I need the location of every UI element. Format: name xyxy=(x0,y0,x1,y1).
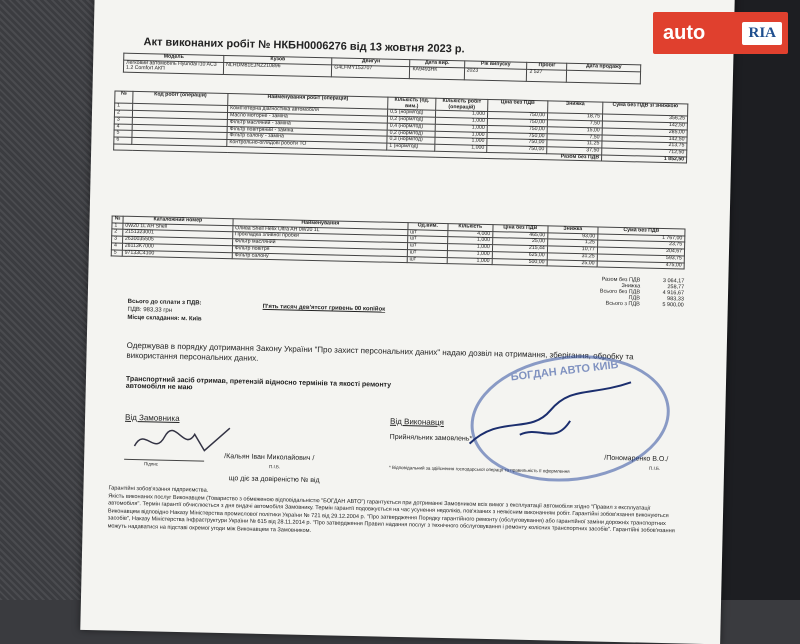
parts-cell: 1 767,00 xyxy=(598,234,685,243)
works-cell: 11,25 xyxy=(547,140,602,148)
works-header: Кількість (од. вим.) xyxy=(388,97,436,111)
works-cell: 0,2 (норм/год) xyxy=(387,130,435,138)
parts-cell: 23,75 xyxy=(597,240,684,249)
vehicle-table xyxy=(123,53,641,85)
document-title: Акт виконаних робіт № НКБН0006276 від 13 жовтня 2023 р. xyxy=(143,36,465,56)
works-cell: 142,50 xyxy=(602,121,687,130)
vehicle-header: Пробіг xyxy=(527,62,567,70)
vehicle-model: Легковий автомобіль Hyundai i10 AC3 1.2 Comfort АКП xyxy=(123,60,223,75)
parts-cell: Прокладка зливної пробки xyxy=(232,232,407,243)
parts-cell: 5 xyxy=(111,250,122,257)
works-total-label: Разом без ПДВ xyxy=(114,144,602,162)
works-cell: 7,50 xyxy=(547,120,602,128)
customer-name-caption: П.І.Б. xyxy=(268,464,281,470)
executor-name: /Пономаренко В.О./ xyxy=(604,454,669,464)
works-cell: 750,00 xyxy=(487,132,547,140)
payment-place: Місце складання: м. Київ xyxy=(127,314,202,323)
works-cell: 6 xyxy=(114,137,132,144)
works-cell: 1 (норм/год) xyxy=(387,143,435,151)
parts-total-value: 3 064,17 xyxy=(662,277,685,285)
parts-cell: 475,00 xyxy=(597,261,684,270)
parts-cell: 1,25 xyxy=(547,239,597,247)
parts-cell: шт xyxy=(407,236,447,244)
works-cell: 1,000 xyxy=(435,124,487,132)
parts-cell: Фільтр масляний xyxy=(232,239,407,250)
parts-header: Од.вим. xyxy=(408,223,448,231)
parts-cell: 25,00 xyxy=(492,238,547,246)
transport-text: Транспортний засіб отримав, претензій відносно термінів та якості ремонту автомобіля не маю xyxy=(125,375,392,392)
executor-accepted: Прийняльник замовлень* xyxy=(389,433,473,443)
autoria-watermark-logo xyxy=(653,12,788,54)
parts-cell: 1 xyxy=(112,223,123,230)
parts-header: Найменування xyxy=(233,219,408,230)
works-cell: 356,25 xyxy=(602,114,687,123)
vehicle-body: NLHDM81EJNZ210896 xyxy=(223,62,331,77)
works-cell: 750,00 xyxy=(487,145,547,153)
works-cell: 1 xyxy=(115,103,133,110)
parts-cell: 1,000 xyxy=(447,244,492,252)
works-header: Код робіт (операцій) xyxy=(133,91,228,106)
executor-note: * Відповідальний за здійснення господарської операції та правильність її оформлення xyxy=(388,464,570,474)
parts-cell: 2630035505 xyxy=(122,236,232,245)
warranty-text: Якість виконаних послуг Виконавцем (Товариство з обмеженою відповідальністю "БОГДАН АВТО") гарантується при дотриманні Замовником всіх вимог з експлуатації автомобіля згідно "Правил з експлуатації автомобіля". Термін гарантії обчислюється з дня видачі автомобіля Замовнику. Термін гарантії подовжується на час усунення недоліків, пов'язаних з неякісним виконанням робіт. Гарантійні зобов'язання виконуються Виконавцем відповідно Наказу Міністерства промислової політики України № 721 від 29.12.2004 р. "Про затвердження Порядку гарантійного ремонту (обслуговування) або гарантійної заміни дорожніх транспортних засобів", Наказу Міністерства Інфраструктури України № 615 від 28.11.2014 р. "Про затвердження Правил надання послуг з технічного обслуговування і ремонту колісних транспортних засобів". Гарантійні зобов'язання можуть надаватися на підставі окремої угоди між Виконавцем та Замовником. xyxy=(107,492,675,535)
works-cell: 1,000 xyxy=(435,111,487,119)
vehicle-engine: G4LFMY153707 xyxy=(331,65,410,79)
parts-totals xyxy=(508,274,685,308)
works-table xyxy=(113,90,688,163)
parts-cell: 593,75 xyxy=(597,254,684,263)
works-header: Ціна без ПДВ xyxy=(488,99,548,113)
parts-cell: 0W20 1L AH Shell xyxy=(123,223,233,232)
parts-cell: 1,000 xyxy=(447,257,492,265)
works-cell: Контрольно-оглядові роботи ТО xyxy=(227,140,387,150)
parts-total-value: 258,77 xyxy=(667,284,685,291)
works-cell: 1,000 xyxy=(435,144,487,152)
works-header: Кількість робіт (операцій) xyxy=(436,98,488,112)
works-cell: 285,00 xyxy=(602,128,687,137)
parts-cell: Олива Shell Helix Ultra AH 0W20 1L xyxy=(233,225,408,236)
parts-total-value: 4 916,67 xyxy=(662,289,685,297)
parts-total-value: 5 900,00 xyxy=(662,301,684,309)
parts-cell: 10,77 xyxy=(547,246,597,254)
executor-name-caption: П.І.Б. xyxy=(649,465,661,471)
works-cell: 5 xyxy=(114,130,132,137)
customer-sign-caption: Підпис xyxy=(143,461,159,467)
logo-ria-text: RIA xyxy=(742,22,782,45)
stamp-text: БОГДАН АВТО КИЇВ xyxy=(510,358,620,384)
parts-cell: Фільтр повітря xyxy=(232,246,407,257)
works-cell: Комп'ютерна діагностика автомобіля xyxy=(228,106,388,116)
works-cell: 750,00 xyxy=(487,125,547,133)
works-cell: 15,00 xyxy=(547,127,602,135)
parts-header: Каталожний номер xyxy=(123,216,233,225)
parts-cell: 97133C4100 xyxy=(122,250,232,259)
consent-text: Одержував в порядку дотримання Закону України "Про захист персональних даних" надаю дозвіл на отримання, зберігання, обробку та використання персональних даних. xyxy=(126,340,634,364)
parts-cell: 31,25 xyxy=(547,253,597,261)
works-cell: 4 xyxy=(114,124,132,131)
parts-cell: 625,00 xyxy=(492,251,547,259)
vehicle-header: Двигун xyxy=(332,58,410,66)
parts-header: Кількість xyxy=(448,224,493,232)
customer-proxy: що діє за довіреністю № від xyxy=(228,475,320,485)
works-cell: 712,50 xyxy=(602,148,687,157)
parts-total-label: Всього без ПДВ xyxy=(599,288,641,296)
works-total-value: 1 852,50 xyxy=(602,155,687,164)
customer-name: /Кальян Іван Миколайович / xyxy=(224,453,315,463)
vehicle-sale-date xyxy=(566,70,640,84)
parts-table xyxy=(111,215,686,269)
parts-cell: 2 xyxy=(112,229,123,236)
parts-total-label: ПДВ xyxy=(628,295,640,302)
vehicle-year: 2023 xyxy=(464,68,527,82)
works-cell: 18,75 xyxy=(547,113,602,121)
parts-cell: шт xyxy=(408,229,448,237)
works-cell: 2 xyxy=(114,110,132,117)
works-cell: 37,50 xyxy=(547,147,602,155)
parts-cell: 500,00 xyxy=(492,258,547,266)
parts-cell: 28113K7000 xyxy=(122,243,232,252)
works-cell: Фільтр повітряний - заміна xyxy=(227,126,387,136)
vehicle-header: Рік випуску xyxy=(464,61,527,69)
parts-cell: 2151323001 xyxy=(122,230,232,239)
works-cell: Фільтр салону - заміна xyxy=(227,133,387,143)
works-cell: 0,4 (норм/год) xyxy=(387,123,435,131)
parts-cell: 4 xyxy=(111,243,122,250)
works-cell: 1,000 xyxy=(435,131,487,139)
parts-cell: 215,44 xyxy=(492,245,547,253)
warranty-block xyxy=(108,485,679,543)
works-cell: 1,000 xyxy=(435,138,487,146)
vehicle-header: Дата продажу xyxy=(567,63,641,71)
parts-cell: 465,00 xyxy=(493,231,548,239)
vehicle-header: Дата вир. xyxy=(410,60,464,68)
parts-total-value: 983,33 xyxy=(667,296,684,303)
works-cell: 7,50 xyxy=(547,133,602,141)
customer-label: Від Замовника xyxy=(124,412,180,424)
parts-cell: 93,00 xyxy=(548,233,598,241)
parts-header: Знижка xyxy=(548,226,598,234)
parts-cell: 4,000 xyxy=(448,230,493,238)
parts-header: Ціна без ПДВ xyxy=(493,225,548,233)
warranty-title: Гарантійні зобов'язання підприємства. xyxy=(108,485,209,494)
parts-cell: 1,000 xyxy=(447,250,492,258)
parts-cell: Фільтр салону xyxy=(232,252,407,263)
works-header: Сума без ПДВ зі знижкою xyxy=(603,102,688,116)
works-header: Знижка xyxy=(548,101,603,115)
vehicle-header: Кузов xyxy=(224,55,332,64)
parts-cell: шт xyxy=(407,250,447,258)
works-cell: 213,75 xyxy=(602,141,687,150)
works-cell: Масло моторне - заміна xyxy=(227,113,387,123)
parts-cell: 3 xyxy=(112,236,123,243)
parts-cell: 25,00 xyxy=(547,259,597,267)
works-cell: 750,00 xyxy=(487,119,547,127)
parts-cell: 204,67 xyxy=(597,247,684,256)
parts-header: № xyxy=(112,216,123,223)
parts-total-label: Всього з ПДВ xyxy=(605,300,640,308)
works-cell: 3 xyxy=(114,117,132,124)
parts-header: Сума без ПДВ xyxy=(598,227,685,236)
payment-vat: ПДВ: 983,33 грн xyxy=(127,306,173,314)
works-header: № xyxy=(115,91,133,104)
works-header: Найменування робіт (операцій) xyxy=(228,94,388,110)
parts-cell: шт xyxy=(407,256,447,264)
parts-cell: 1,000 xyxy=(447,237,492,245)
payment-label: Всього до сплати з ПДВ: xyxy=(127,298,202,307)
parts-cell: шт xyxy=(407,243,447,251)
works-cell: 0,2 (норм/год) xyxy=(387,116,435,124)
vehicle-reg: КА9493НК xyxy=(410,66,464,80)
parts-total-label: Знижка xyxy=(621,283,641,290)
works-cell: 0,3 (норм/год) xyxy=(387,136,435,144)
payment-words: П'ять тисяч дев'ятсот гривень 00 копійок xyxy=(262,303,386,313)
works-cell: 1,000 xyxy=(435,117,487,125)
works-cell: 142,50 xyxy=(602,135,687,144)
vehicle-mileage: 2 527 xyxy=(527,69,567,82)
works-cell: 0,5 (норм/год) xyxy=(387,110,435,118)
document-paper xyxy=(80,0,735,644)
works-cell: Фільтр масляний - заміна xyxy=(227,119,387,129)
executor-signature xyxy=(459,373,641,457)
works-cell: 750,00 xyxy=(487,112,547,120)
vehicle-header: Модель xyxy=(124,53,224,62)
executor-label: Від Виконавця xyxy=(389,416,445,428)
logo-auto-text: auto xyxy=(663,21,706,44)
works-cell: 750,00 xyxy=(487,139,547,147)
parts-total-label: Разом без ПДВ xyxy=(601,276,641,284)
